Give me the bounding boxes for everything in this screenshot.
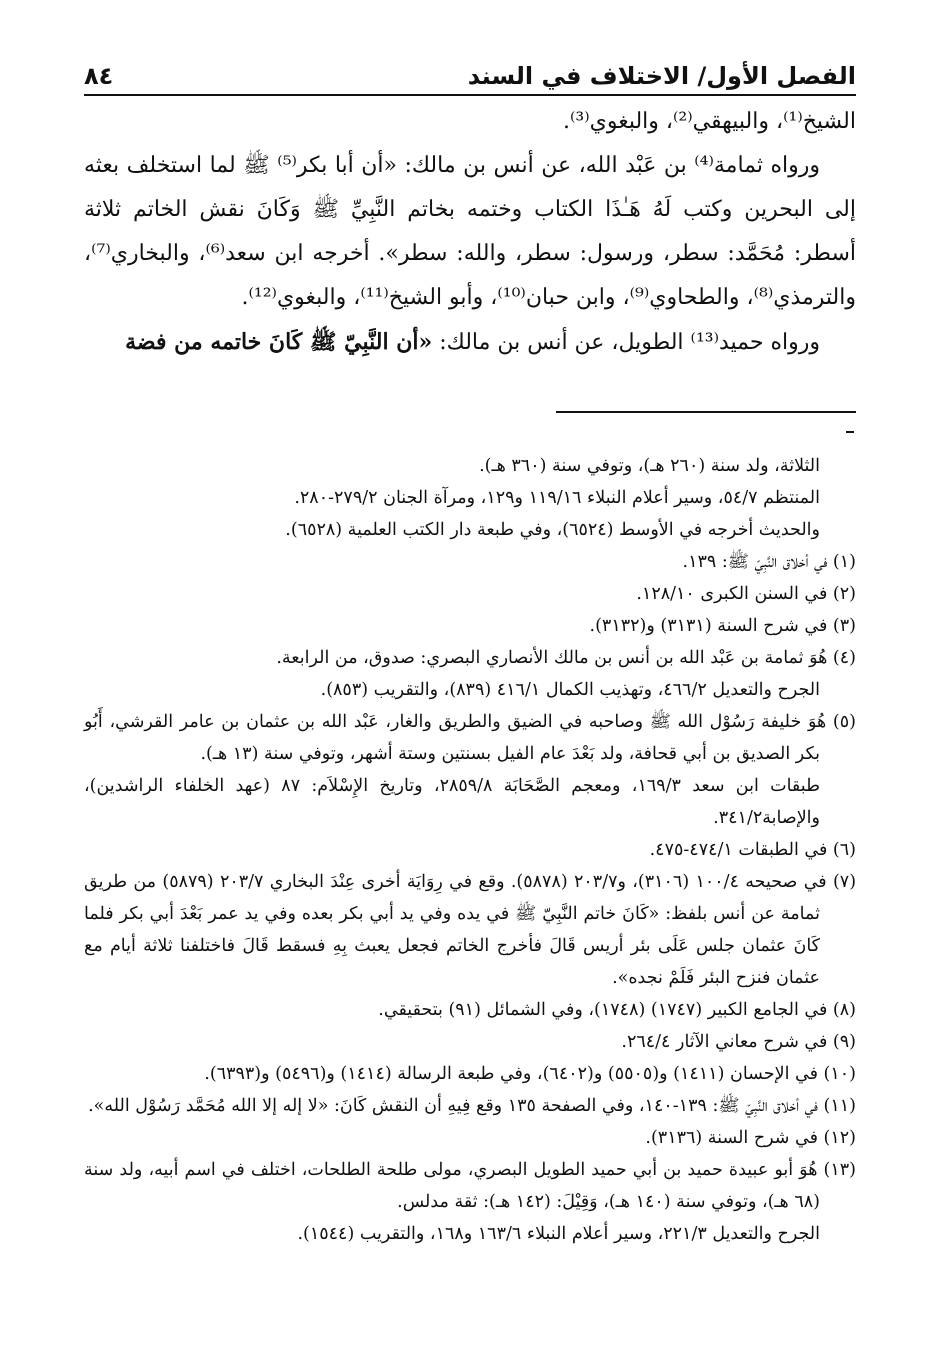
main-text [84, 100, 856, 365]
footnote-continuation-2: المنتظم ٥٤/٧، وسير أعلام النبلاء ١١٩/١٦ و١٢٩، ومرآة الجنان ٢٧٩/٢-٢٨٠. [294, 488, 820, 508]
footnote-2: (٢) في السنن الكبرى ١٢٨/١٠. [636, 584, 856, 604]
paragraph-1: الشيخ⁽¹⁾، والبيهقي⁽²⁾، والبغوي⁽³⁾. [563, 109, 856, 134]
footnote-8: (٨) في الجامع الكبير (١٧٤٧) (١٧٤٨)، وفي الشمائل (٩١) بتحقيقي. [378, 1000, 856, 1020]
footnote-9: (٩) في شرح معاني الآثار ٢٦٤/٤. [621, 1032, 856, 1052]
page-header [84, 52, 856, 96]
footnote-3: (٣) في شرح السنة (٣١٣١) و(٣١٣٢). [589, 616, 856, 636]
footnote-10: (١٠) في الإحسان (١٤١١) و(٥٥٠٥) و(٦٤٠٢)، وفي طبعة الرسالة (١٤١٤) و(٥٤٩٦) و(٦٣٩٣). [204, 1064, 856, 1084]
footnote-continuation-3: والحديث أخرجه في الأوسط (٦٥٢٤)، وفي طبعة دار الكتب العلمية (٦٥٢٨). [285, 520, 820, 540]
footnote-12: (١٢) في شرح السنة (٣١٣٦). [645, 1128, 856, 1148]
paragraph-3 [84, 320, 856, 365]
continuation-mark [846, 431, 854, 433]
footnote-separator [556, 411, 856, 413]
footnote-11: (١١) في أخلاق النَّبِيّ ﷺ: ١٣٩-١٤٠، وفي الصفحة ١٣٥ وقع فِيهِ أن النقش كَانَ: «لا إله إلا الله مُحَمَّد رَسُوْل الله». [88, 1096, 856, 1116]
footnote-13-sources: الجرح والتعديل ٢٢١/٣، وسير أعلام النبلاء ١٦٣/٦ و١٦٨، والتقريب (١٥٤٤). [297, 1224, 820, 1244]
footnote-4: (٤) هُوَ ثمامة بن عَبْد الله بن أنس بن مالك الأنصاري البصري: صدوق، من الرابعة. [276, 648, 856, 668]
footnote-7: (٧) في صحيحه ١٠٠/٤ (٣١٠٦)، و٢٠٣/٧ (٥٨٧٨). وقع في رِوَايَة أخرى عِنْدَ البخاري ٢٠٣/٧ (٥٨٧٩) من طريق ثمامة عن أنس بلفظ: «كَانَ خاتم النَّبِيّ ﷺ في يده وفي يد أبي بكر بعده وفي يد عمر بَعْدَ أبي بكر فلما كَانَ عثمان جلس عَلَى بئر أريس قَالَ فأخرج الخاتم فجعل يعبث بِهِ فسقط قَالَ فاختلفنا ثلاثة أيام مع عثمان فنزح البئر فَلَمْ نجده». [84, 872, 857, 988]
footnote-4-sources: الجرح والتعديل ٤٦٦/٢، وتهذيب الكمال ٤١٦/١ (٨٣٩)، والتقريب (٨٥٣). [320, 680, 820, 700]
footnote-5-sources: طبقات ابن سعد ١٦٩/٣، ومعجم الصَّحَابَة ٢٨٥٩/٨، وتاريخ الإِسْلاَم: ٨٧ (عهد الخلفاء الراشدين)، والإصابة٣٤١/٢. [84, 776, 820, 828]
footnote-5: (٥) هُوَ خليفة رَسُوْل الله ﷺ وصاحبه في الضيق والطريق والغار، عَبْد الله بن عثمان بن عامر القرشي، أَبُو بكر الصديق بن أبي قحافة، ولد بَعْدَ عام الفيل بسنتين وستة أشهر، وتوفي سنة (١٣ هـ). [84, 712, 856, 764]
paragraph-3-text: ورواه حميد⁽¹³⁾ الطويل، عن أنس بن مالك: [432, 330, 820, 355]
footnote-13: (١٣) هُوَ أبو عبيدة حميد بن أبي حميد الطويل البصري، مولى طلحة الطلحات، اختلف في اسم أبيه، ولد سنة (٦٨ هـ)، وتوفي سنة (١٤٠ هـ)، وَقِيْلَ: (١٤٢ هـ): ثقة مدلس. [84, 1160, 856, 1212]
chapter-title: الفصل الأول/ الاختلاف في السند [467, 62, 856, 90]
page-number: ٨٤ [84, 62, 114, 90]
footnote-1: (١) في أخلاق النَّبِيّ ﷺ: ١٣٩. [682, 552, 856, 572]
footnotes [84, 450, 856, 1250]
footnote-6: (٦) في الطبقات ٤٧٤/١-٤٧٥. [649, 840, 856, 860]
paragraph-2: ورواه ثمامة⁽⁴⁾ بن عَبْد الله، عن أنس بن مالك: «أن أبا بكر⁽⁵⁾ ﷺ لما استخلف بعثه إلى البحرين وكتب لَهُ هَـٰذَا الكتاب وختمه بخاتم النَّبِيِّ ﷺ وَكَانَ نقش الخاتم ثلاثة أسطر: مُحَمَّد: سطر، ورسول: سطر، والله: سطر». أخرجه ابن سعد⁽⁶⁾، والبخاري⁽⁷⁾، والترمذي⁽⁸⁾، والطحاوي⁽⁹⁾، وابن حبان⁽¹⁰⁾، وأبو الشيخ⁽¹¹⁾، والبغوي⁽¹²⁾. [84, 153, 857, 310]
footnote-continuation-1: الثلاثة، ولد سنة (٢٦٠ هـ)، وتوفي سنة (٣٦٠ هـ). [479, 456, 820, 476]
paragraph-3-quote: «أن النَّبِيّ ﷺ كَانَ خاتمه من فضة [125, 329, 433, 355]
